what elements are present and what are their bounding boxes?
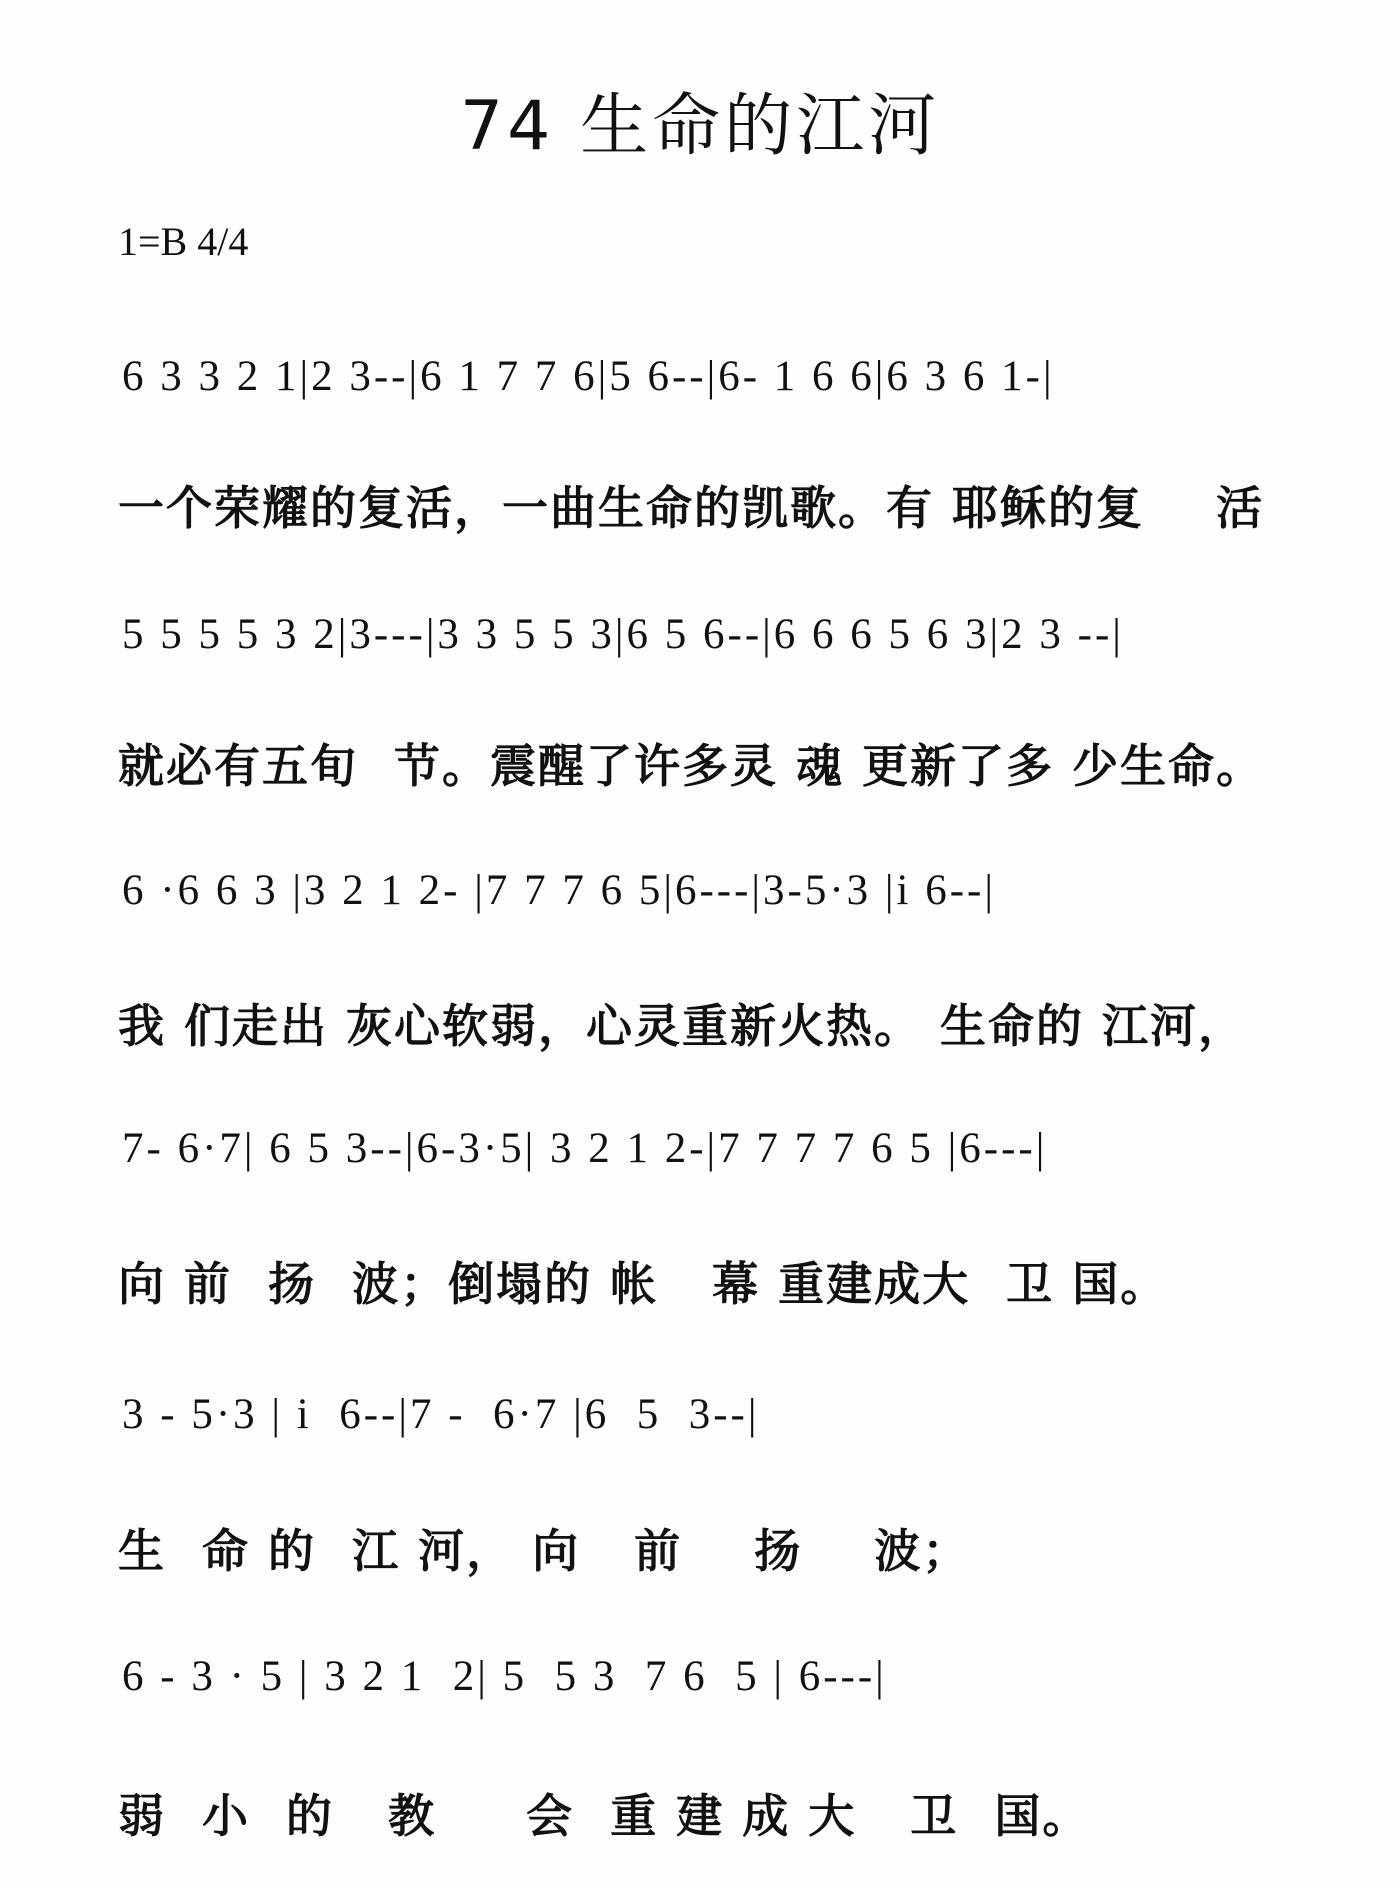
lyrics-line-3: 我 们走出 灰心软弱，心灵重新火热。 生命的 江河， [118,999,1247,1053]
notation-line-6: 6 - 3 · 5 | 3 2 1 2| 5 5 3 7 6 5 | 6---| [122,1653,887,1700]
lyrics-line-2: 就必有五旬 节。震醒了许多灵 魂 更新了多 少生命。 [118,739,1265,793]
notation-line-3: 6 ·6 6 3 |3 2 1 2- |7 7 7 6 5|6---|3-5·3 |i 6--| [122,867,996,914]
lyrics-line-4: 向 前 扬 波；倒塌的 帐 幕 重建成大 卫 国。 [118,1257,1169,1311]
notation-line-5: 3 - 5·3 | i 6--|7 - 6·7 |6 5 3--| [122,1391,760,1438]
key-time-signature: 1=B 4/4 [118,219,249,264]
song-title: 74 生命的江河 [459,87,941,166]
lyrics-line-5: 生 命 的 江 河， 向 前 扬 波； [118,1524,971,1578]
notation-line-1: 6 3 3 2 1|2 3--|6 1 7 7 6|5 6--|6- 1 6 6|6 3 6 1-| [122,353,1055,400]
lyrics-line-1: 一个荣耀的复活，一曲生命的凯歌。有 耶稣的复 活 [118,481,1265,535]
lyrics-line-6: 弱 小 的 教 会 重 建 成 大 卫 国。 [118,1789,1091,1843]
notation-line-4: 7- 6·7| 6 5 3--|6-3·5| 3 2 1 2-|7 7 7 7 6 5 |6---| [122,1125,1048,1172]
notation-line-2: 5 5 5 5 3 2|3---|3 3 5 5 3|6 5 6--|6 6 6 5 6 3|2 3 --| [122,611,1124,658]
